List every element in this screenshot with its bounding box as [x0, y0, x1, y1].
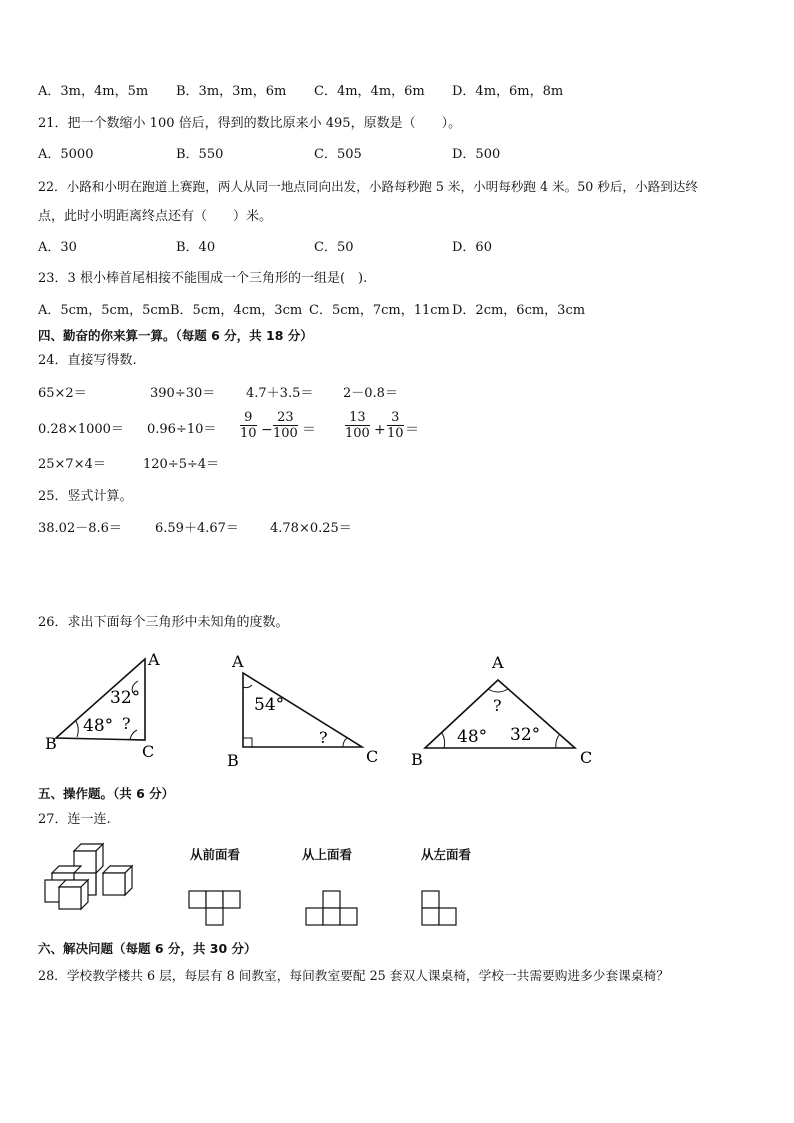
q24-item: 2－0.8＝ [343, 386, 398, 401]
view-label-front: 从前面看 [190, 847, 241, 862]
numerator: 23 [277, 410, 294, 425]
top-view-figure [306, 891, 357, 925]
section-4-heading: 四、勤奋的你来算一算。（每题 6 分，共 18 分） [38, 328, 313, 343]
q20-option-d: D．4m，6m，8m [452, 84, 564, 99]
vertex-label: C [142, 742, 155, 761]
vertex-label: C [580, 748, 593, 767]
view-label-top: 从上面看 [302, 847, 353, 862]
q20-option-c: C．4m，4m，6m [314, 84, 425, 99]
left-view-figure [422, 891, 456, 925]
angle-arc [243, 685, 252, 688]
q27-title: 27．连一连. [38, 812, 111, 827]
q24-item: 25×7×4＝ [38, 457, 106, 472]
q27-figures [0, 835, 794, 935]
vertex-label: B [227, 751, 239, 770]
angle-arc [130, 730, 137, 740]
q23-option-c: C．5cm，7cm，11cm [309, 303, 450, 318]
q24-item: 0.28×1000＝ [38, 422, 124, 437]
q24-item: 0.96÷10＝ [147, 422, 217, 437]
angle-arc [488, 689, 508, 692]
q26-title: 26．求出下面每个三角形中未知角的度数。 [38, 615, 289, 630]
vertex-label: A [492, 653, 504, 672]
cube-stack-figure [45, 844, 132, 909]
q24-item: 65×2＝ [38, 386, 87, 401]
q22-question-line2: 点，此时小明距离终点还有（ ）米。 [38, 209, 273, 224]
q24-fraction [345, 410, 370, 441]
q22-option-c: C．50 [314, 240, 354, 255]
angle-label: 32° [110, 688, 141, 708]
vertex-label: B [411, 750, 423, 769]
vertex-label: C [366, 747, 379, 766]
equals-sign: ＝ [302, 422, 316, 438]
angle-arc [76, 721, 78, 737]
q24-item: 390÷30＝ [150, 386, 216, 401]
denominator: 100 [273, 426, 298, 441]
q26-triangles [0, 645, 794, 775]
q21-option-a: A．5000 [38, 147, 94, 162]
equals-sign: ＝ [405, 422, 419, 438]
q25-item: 4.78×0.25＝ [270, 521, 352, 536]
right-angle-mark [243, 738, 252, 747]
angle-label: ? [319, 728, 328, 747]
q24-fraction [240, 410, 257, 441]
q25-title: 25．竖式计算。 [38, 489, 133, 504]
numerator: 9 [244, 410, 253, 425]
q22-question-line1: 22．小路和小明在跑道上赛跑，两人从同一地点同向出发，小路每秒跑 5 米，小明每秒跑 4 米。50 秒后，小路到达终 [38, 179, 698, 194]
q28-question: 28．学校教学楼共 6 层，每层有 8 间教室，每间教室要配 25 套双人课桌椅，学校一共需要购进多少套课桌椅？ [38, 968, 669, 983]
q21-question: 21．把一个数缩小 100 倍后，得到的数比原来小 495，原数是（ ）。 [38, 116, 462, 131]
numerator: 3 [391, 410, 400, 425]
triangle-3 [411, 653, 592, 769]
angle-label: ? [122, 714, 131, 733]
q24-fraction [387, 410, 404, 441]
q21-option-c: C．505 [314, 147, 362, 162]
q20-option-a: A．3m，4m，5m [38, 84, 149, 99]
q22-option-a: A．30 [38, 240, 77, 255]
front-view-figure [189, 891, 240, 925]
denominator: 10 [387, 426, 404, 441]
angle-arc [442, 733, 445, 748]
view-label-left: 从左面看 [421, 847, 472, 862]
vertex-label: A [148, 650, 160, 669]
triangle-2 [227, 652, 378, 770]
angle-label: ? [493, 696, 502, 715]
section-6-heading: 六、解决问题（每题 6 分，共 30 分） [38, 941, 257, 956]
plus-operator: + [374, 422, 386, 438]
q23-option-b: B．5cm，4cm，3cm [170, 303, 303, 318]
q20-option-b: B．3m，3m，6m [176, 84, 287, 99]
triangle-1 [45, 650, 160, 761]
q22-option-d: D．60 [452, 240, 492, 255]
q21-option-b: B．550 [176, 147, 224, 162]
angle-label: 32° [510, 725, 541, 745]
q24-title: 24．直接写得数. [38, 353, 137, 368]
q25-item: 6.59＋4.67＝ [155, 521, 239, 536]
q23-question: 23．3 根小棒首尾相接不能围成一个三角形的一组是( ). [38, 271, 368, 286]
vertex-label: B [45, 734, 57, 753]
minus-operator: − [261, 422, 273, 438]
numerator: 13 [349, 410, 366, 425]
q21-option-d: D．500 [452, 147, 501, 162]
angle-arc [556, 735, 559, 748]
q24-item: 120÷5÷4＝ [143, 457, 220, 472]
angle-label: 54° [254, 695, 285, 715]
vertex-label: A [232, 652, 244, 671]
q24-item: 4.7＋3.5＝ [246, 386, 314, 401]
q22-option-b: B．40 [176, 240, 216, 255]
denominator: 10 [240, 426, 257, 441]
q25-item: 38.02－8.6＝ [38, 521, 122, 536]
q23-option-a: A．5cm，5cm，5cm [38, 303, 171, 318]
denominator: 100 [345, 426, 370, 441]
angle-arc [343, 738, 347, 747]
section-5-heading: 五、操作题。（共 6 分） [38, 786, 175, 801]
angle-label: 48° [83, 716, 114, 736]
angle-label: 48° [457, 727, 488, 747]
q24-fraction [273, 410, 298, 441]
q23-option-d: D．2cm，6cm，3cm [452, 303, 586, 318]
